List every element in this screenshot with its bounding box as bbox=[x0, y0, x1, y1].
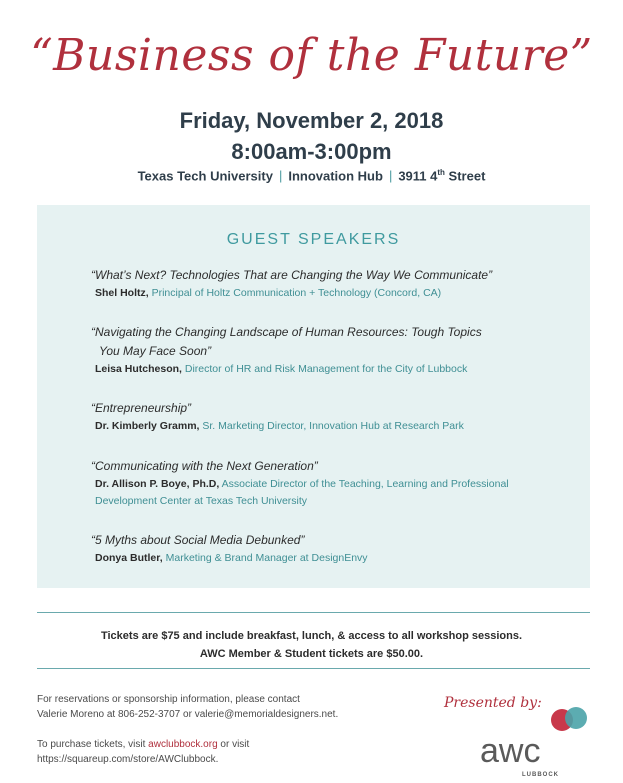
speaker-role-line2: Development Center at Texas Tech University bbox=[95, 495, 308, 507]
talk-speaker bbox=[91, 285, 571, 302]
talk-title: “What’s Next? Technologies That are Changing the Way We Communicate” bbox=[91, 268, 493, 282]
divider-top bbox=[37, 612, 590, 613]
event-date: Friday, November 2, 2018 bbox=[179, 108, 444, 133]
presented-by-label: Presented by: bbox=[444, 695, 542, 711]
venue-address-sup: th bbox=[437, 168, 445, 177]
venue-place: Texas Tech University bbox=[137, 168, 273, 184]
speaker-role: Principal of Holtz Communication + Technology (Concord, CA) bbox=[151, 287, 442, 299]
talk-title: “Navigating the Changing Landscape of Human Resources: Tough Topics bbox=[91, 325, 482, 339]
purchase-info bbox=[37, 737, 249, 767]
talk-title-line2: You May Face Soon” bbox=[99, 344, 212, 358]
square-store-url[interactable]: https://squareup.com/store/AWClubbock. bbox=[37, 754, 219, 765]
event-venue bbox=[0, 168, 623, 183]
speaker-name: Shel Holtz, bbox=[95, 287, 149, 299]
talk-item bbox=[91, 323, 571, 378]
talk-title: “5 Myths about Social Media Debunked” bbox=[91, 533, 305, 547]
contact-line: For reservations or sponsorship information, please contact bbox=[37, 694, 300, 705]
speaker-role: Associate Director of the Teaching, Learning and Professional bbox=[221, 478, 509, 490]
speakers-heading: GUEST SPEAKERS bbox=[226, 231, 401, 248]
speaker-role: Marketing & Brand Manager at DesignEnvy bbox=[165, 552, 368, 564]
contact-details: Valerie Moreno at 806-252-3707 or valerie@memorialdesigners.net. bbox=[37, 709, 339, 720]
venue-separator: | bbox=[278, 168, 283, 184]
talk-item bbox=[91, 399, 571, 435]
venue-separator: | bbox=[388, 168, 393, 184]
talk-title: “Entrepreneurship” bbox=[91, 401, 192, 415]
event-time: 8:00am-3:00pm bbox=[231, 139, 392, 164]
logo-bubble-teal bbox=[565, 707, 587, 729]
talk-item bbox=[91, 266, 571, 302]
talk-item bbox=[91, 531, 571, 567]
awc-logo bbox=[470, 704, 600, 780]
logo-wordmark: awc bbox=[480, 732, 541, 770]
event-title: “Business of the Future” bbox=[30, 30, 593, 81]
talk-title-continued bbox=[91, 342, 571, 361]
speaker-name: Dr. Kimberly Gramm, bbox=[95, 420, 200, 432]
venue-address-street: Street bbox=[444, 168, 486, 184]
venue-hub: Innovation Hub bbox=[288, 168, 383, 184]
purchase-prefix: To purchase tickets, visit bbox=[37, 739, 149, 750]
talk-speaker bbox=[91, 550, 571, 567]
guest-speakers-panel bbox=[37, 205, 590, 588]
speaker-name: Dr. Allison P. Boye, Ph.D, bbox=[95, 478, 220, 490]
purchase-line bbox=[37, 737, 249, 752]
ticket-member-line: AWC Member & Student tickets are $50.00. bbox=[199, 648, 424, 660]
talk-speaker-continued bbox=[91, 493, 571, 510]
speaker-name: Leisa Hutcheson, bbox=[95, 363, 182, 375]
talk-title: “Communicating with the Next Generation” bbox=[91, 459, 318, 473]
ticket-price-line: Tickets are $75 and include breakfast, lunch, & access to all workshop sessions. bbox=[100, 630, 523, 642]
talk-speaker bbox=[91, 476, 571, 493]
awc-website-link[interactable]: awclubbock.org bbox=[148, 739, 218, 750]
talk-speaker bbox=[91, 361, 571, 378]
ticket-info bbox=[0, 627, 623, 663]
contact-info bbox=[37, 692, 338, 722]
talk-item bbox=[91, 457, 571, 510]
purchase-suffix: or visit bbox=[217, 739, 250, 750]
talk-speaker bbox=[91, 418, 571, 435]
logo-subtext: LUBBOCK bbox=[522, 772, 559, 778]
speaker-role: Director of HR and Risk Management for the City of Lubbock bbox=[184, 363, 468, 375]
speaker-name: Donya Butler, bbox=[95, 552, 163, 564]
venue-address-number: 3911 4 bbox=[398, 168, 438, 184]
speaker-role: Sr. Marketing Director, Innovation Hub at Research Park bbox=[202, 420, 464, 432]
divider-bottom bbox=[37, 668, 590, 669]
